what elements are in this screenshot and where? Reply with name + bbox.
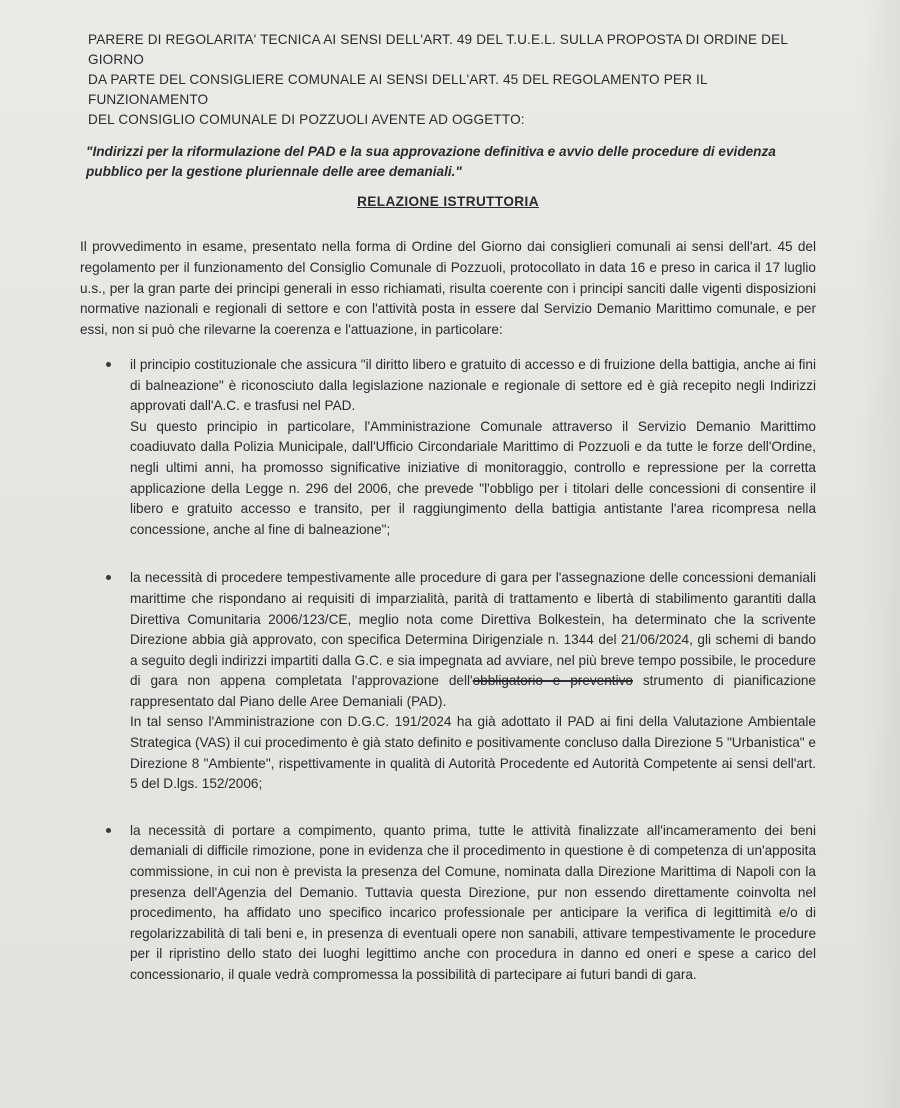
bullet-2-paragraph-2: In tal senso l'Amministrazione con D.G.C. 191/2024 ha già adottato il PAD ai fini della Valutazione Ambientale Strategica (VAS) il cui procedimento è già stato definito e positivamente concluso dalla Direzione 5 "Urbanistica" e Direzione 8 "Ambiente", rispettivamente in qualità di Autorità Procedente ed Autorità Competente ai sensi dell'art. 5 del D.lgs. 152/2006;: [130, 714, 816, 792]
bullet-dot-icon: [106, 575, 111, 580]
document-header: [88, 30, 816, 130]
bullet-1-paragraph-2: Su questo principio in particolare, l'Amministrazione Comunale attraverso il Servizio Demanio Marittimo coadiuvato dalla Polizia Municipale, dall'Ufficio Circondariale Marittimo di Pozzuoli e da tutte le forze dell'Ordine, negli ultimi anni, ha promosso significative iniziative di monitoraggio, controllo e repressione per la corretta applicazione della Legge n. 296 del 2006, che prevede "l'obbligo per i titolari delle concessioni di consentire il libero e gratuito accesso e transito, per il raggiungimento della battigia antistante l'area ricompresa nella concessione, anche al fine di balneazione";: [130, 418, 816, 537]
header-line-1: PARERE DI REGOLARITA' TECNICA AI SENSI DELL'ART. 49 DEL T.U.E.L. SULLA PROPOSTA DI ORDINE DEL GIORNO: [88, 32, 788, 67]
header-line-3: DEL CONSIGLIO COMUNALE DI POZZUOLI AVENTE AD OGGETTO:: [88, 112, 525, 127]
bullet-1-paragraph-1: il principio costituzionale che assicura "il diritto libero e gratuito di accesso e di fruizione della battigia, anche ai fini di balneazione" è riconosciuto dalla legislazione nazionale e regionale di settore ed è già recepito negli Indirizzi approvati dall'A.C. e trasfusi nel PAD.: [130, 356, 816, 414]
bullet-2-paragraph-1: [130, 568, 816, 712]
header-line-2: DA PARTE DEL CONSIGLIERE COMUNALE AI SENSI DELL'ART. 45 DEL REGOLAMENTO PER IL FUNZIONAMENTO: [88, 72, 708, 107]
bullet-2-text-after: strumento di pianificazione rappresentato dal Piano delle Aree Demaniali (PAD).: [130, 673, 816, 709]
list-item: [80, 568, 816, 795]
bullet-list: [80, 355, 816, 986]
section-title: RELAZIONE ISTRUTTORIA: [357, 194, 539, 209]
page-edge-shadow: [860, 0, 900, 1108]
struck-through-text: obbligatorio e preventivo: [472, 673, 633, 689]
intro-paragraph: Il provvedimento in esame, presentato nella forma di Ordine del Giorno dai consiglieri comunali ai sensi dell'art. 45 del regolamento per il funzionamento del Consiglio Comunale di Pozzuoli, protocollato in data 16 e preso in carica il 17 luglio u.s., per la gran parte dei principi generali in esso richiamati, risulta coerente con i principi sanciti dalle vigenti disposizioni normative nazionali e regionali di settore e con l'attività posta in essere dal Servizio Demanio Marittimo comunale, e per essi, non si può che rilevarne la coerenza e l'attuazione, in particolare:: [80, 239, 816, 338]
list-item: [80, 821, 816, 986]
bullet-3-paragraph-1: la necessità di portare a compimento, quanto prima, tutte le attività finalizzate all'incameramento dei beni demaniali di difficile rimozione, pone in evidenza che il procedimento in questione è di competenza di un'apposita commissione, in cui non è prevista la presenza del Comune, nominata dalla Direzione Marittima di Napoli con la presenza dell'Agenzia del Demanio. Tuttavia questa Direzione, pur non essendo direttamente coinvolta nel procedimento, ha affidato uno specifico incarico professionale per anticipare la verifica di legittimità e/o di regolarizzabilità di tali beni e, in presenza di eventuali opere non sanabili, attivare tempestivamente le procedure per il ripristino dello stato dei luoghi legittimo anche con procedura in danno ed oneri e spese a carico del concessionario, il quale vedrà compromessa la possibilità di partecipare ai futuri bandi di gara.: [130, 822, 816, 983]
bullet-dot-icon: [106, 828, 111, 833]
bullet-dot-icon: [106, 362, 111, 367]
document-subject: "Indirizzi per la riformulazione del PAD e la sua approvazione definitiva e avvio delle procedure di evidenza pubblico per la gestione pluriennale delle aree demaniali.": [86, 144, 776, 179]
list-item: [80, 355, 816, 540]
bullet-2-text-before: la necessità di procedere tempestivamente alle procedure di gara per l'assegnazione delle concessioni demaniali marittime che rispondano ai requisiti di imparzialità, parità di trattamento e libertà di stabilimento garantiti dalla Direttiva Comunitaria 2006/123/CE, meglio nota come Direttiva Bolkestein, ha determinato che la scrivente Direzione abbia già approvato, con specifica Determina Dirigenziale n. 1344 del 21/06/2024, gli schemi di bando a seguito degli indirizzi impartiti dalla G.C. e sia impegnata ad avviare, nel più breve tempo possibile, le procedure di gara non appena completata l'approvazione dell': [130, 570, 816, 689]
